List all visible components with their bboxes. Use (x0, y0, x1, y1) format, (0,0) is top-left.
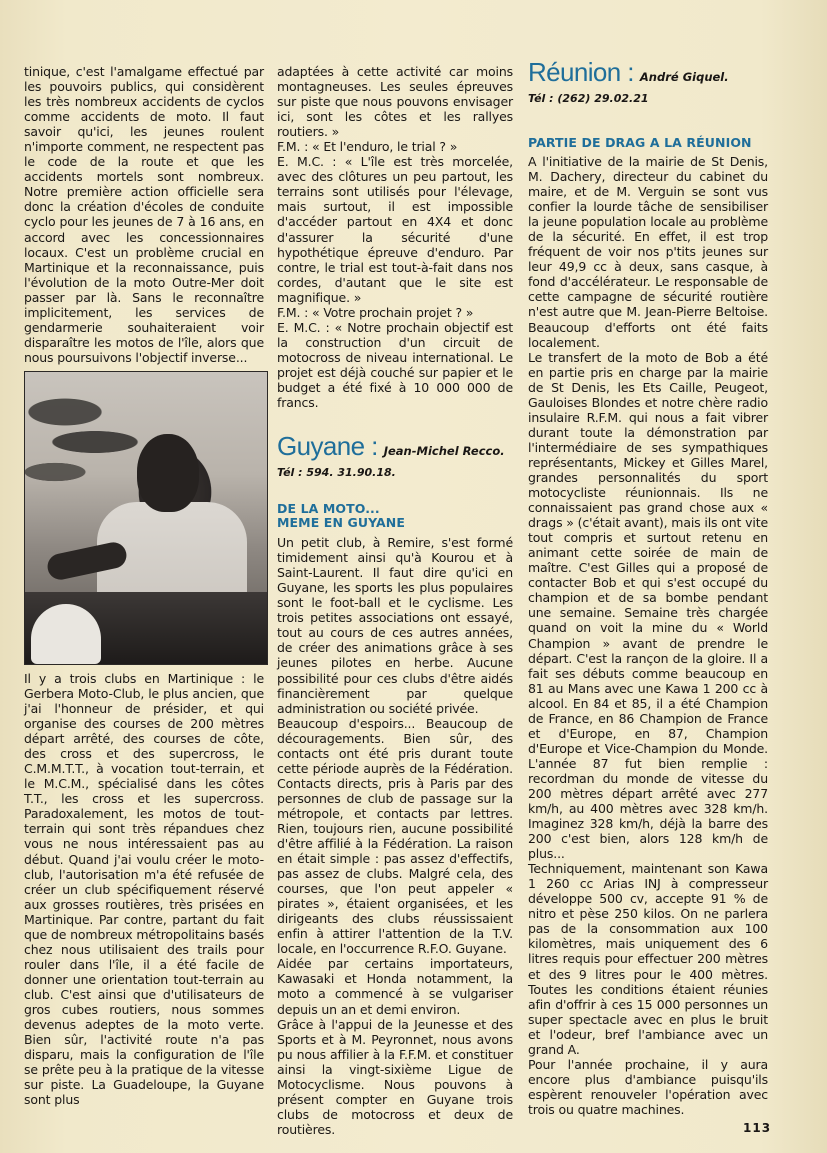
column-3 (528, 58, 768, 1117)
page-number: 113 (743, 1121, 772, 1135)
rider-photo (24, 371, 268, 665)
column-1-text-2 (24, 671, 264, 1107)
reunion-region-heading (528, 58, 768, 91)
reunion-author: André Giquel. (639, 70, 729, 84)
guyane-headline-line-2: MEME EN GUYANE (277, 515, 405, 531)
guyane-region-name: Guyane : (277, 431, 378, 462)
interview-question-1: F.M. : « Et l'enduro, le trial ? » (277, 139, 458, 155)
interview-question-2: F.M. : « Votre prochain projet ? » (277, 304, 474, 320)
reunion-paragraph-2: Le transfert de la moto de Bob a été en partie pris en charge par la mairie de St Denis, les Ets Caille, Peugeot, Gauloises Blondes et notre chère radio insulaire R.F.M. qui nous a fait vibrer durant toute la démonstration par l'intermédiaire de ses sympathiques représentants, Mickey et Gilles Marel, grandes personnalités du sport motocycliste réunionnais. Ils ne connaissaient pas grand chose aux « drags » (c'était avant), mais ils ont vite tout compris et surtout retenu en animant cette soirée de main de maître. C'est Gilles qui a proposé de contacter Bob et qui s'est occupé du champion et de sa bombe pendant une semaine. Semaine très chargée quand on voit la mine du « World Champion » avant de prendre le départ. C'est la rançon de la gloire. Il a fait ses débuts comme beaucoup en 81 au Mans avec une Kawa 1 200 cc à alcool. En 84 et 85, il a été Champion de France, en 86 Champion de France et d'Europe, en 87, Champion d'Europe et Vice-Champion du Monde. L'année 87 fut bien remplie : recordman du monde de vitesse du 200 mètres départ arrêté avec 277 km/h, au 400 mètres avec 328 km/h. Imaginez 328 km/h, déjà la barre des 200 c'est bien, alors 128 km/h de plus... (528, 349, 768, 862)
martinique-paragraph-2: Il y a trois clubs en Martinique : le Gerbera Moto-Club, le plus ancien, que j'ai l'honneur de présider, et qui organise des courses de 200 mètres départ arrêté, des courses de côte, des cross et des supercross, le C.M.M.T.T., à vocation tout-terrain, et le M.C.M., spécialisé dans les côtes T.T., les cross et les supercross. Paradoxalement, les motos de tout-terrain qui sont très répandues chez vous ne nous intéressaient pas au début. Quand j'ai voulu créer le moto-club, l'autorisation m'a été refusée de créer un club spécifiquement réservé aux grosses routières, très prisées en Martinique. Par contre, partant du fait que de nombreux métropolitains basés chez nous utilisaient des trails pour rouler dans l'île, il a été facile de donner une orientation tout-terrain au club. C'est ainsi que d'utilisateurs de gros cubes routiers, nous sommes devenus adeptes de la moto verte. Bien sûr, l'activité route n'a pas disparu, mais la configuration de l'île se prête peu à la pratique de la vitesse sur piste. La Guadeloupe, la Guyane sont plus (24, 670, 264, 1108)
interview-intro: adaptées à cette activité car moins montagneuses. Les seules épreuves sur piste que nous pouvons envisager ici, sont les côtes et les rallyes routiers. » (277, 64, 513, 140)
guyane-text (277, 535, 513, 1137)
interview-answer-2: E. M.C. : « Notre prochain objectif est la construction d'un circuit de motocross de niveau international. Le projet est déjà couché sur papier et le budget a été fixé à 10 000 000 de francs. (277, 319, 513, 411)
guyane-paragraph-3: Aidée par certains importateurs, Kawasaki et Honda notamment, la moto a commencé à se vulgariser depuis un an et demi environ. (277, 956, 513, 1017)
column-2 (277, 64, 513, 1137)
reunion-paragraph-4: Pour l'année prochaine, il y aura encore plus d'ambiance puisqu'ils espèrent renouveler l'opération avec trois ou quatre machines. (528, 1056, 768, 1117)
rider-head-shape (137, 434, 199, 512)
interview-text (277, 64, 513, 410)
reunion-text (528, 154, 768, 1117)
guyane-region-heading (277, 432, 513, 465)
reunion-phone: Tél : (262) 29.02.21 (528, 92, 649, 105)
column-1 (24, 64, 264, 1107)
guyane-phone: Tél : 594. 31.90.18. (277, 466, 396, 480)
guyane-headline-line-1: DE LA MOTO... (277, 501, 380, 517)
interview-answer-1: E. M.C. : « L'île est très morcelée, avec des clôtures un peu partout, les terrains sont utilisés pour l'élevage, mais surtout, il est impossible d'accéder partout en 4X4 et donc d'assurer la sécurité d'une hypothétique épreuve d'enduro. Par contre, le trial est tout-à-fait dans nos cordes, d'autant que le site est magnifique. » (277, 154, 513, 305)
martinique-paragraph-1: tinique, c'est l'amalgame effectué par les pouvoirs publics, qui considèrent les très nombreux accidents de cyclos comme accidents de moto. Il faut savoir qu'ici, les jeunes roulent n'importe comment, ne respectent pas le code de la route et que les accidents mortels sont nombreux. Notre première action officielle sera donc la création d'écoles de conduite cyclo pour les jeunes de 7 à 16 ans, en accord avec les concessionnaires locaux. C'est un problème crucial en Martinique et la reconnaissance, puis l'évolution de la moto Outre-Mer doit passer par là. Sans le reconnaître implicitement, les services de gendarmerie souhaiteraient voir disparaître les motos de l'île, alors que nous poursuivons l'objectif inverse... (24, 64, 264, 365)
guyane-paragraph-4: Grâce à l'appui de la Jeunesse et des Sports et à M. Peyronnet, nous avons pu nous affilier à la F.F.M. et constituer ainsi la vingt-sixième Ligue de Motocyclisme. Nous pouvons à présent compter en Guyane trois clubs de motocross et deux de routières. (277, 1016, 513, 1137)
reunion-region-name: Réunion : (528, 57, 634, 87)
guyane-author: Jean-Michel Recco. (383, 444, 505, 459)
reunion-paragraph-3: Techniquement, maintenant son Kawa 1 260 cc Arias INJ à compresseur développe 500 cv, accepte 91 % de nitro et pèse 250 kilos. On ne parlera pas de la consommation aux 100 kilomètres, mais uniquement des 6 litres requis pour effectuer 200 mètres et des 9 litres pour le 400 mètres. Toutes les conditions étaient réunies afin d'offrir à ces 15 000 personnes un super spectacle avec en plus le bruit et l'odeur, bref l'ambiance avec un grand A. (528, 861, 768, 1057)
guyane-paragraph-2: Beaucoup d'espoirs... Beaucoup de découragements. Bien sûr, des contacts ont été pris durant toute cette période auprès de la Fédération. Contacts directs, pris à Paris par des personnes de club de passage sur la métropole, et contacts par lettres. Rien, toujours rien, aucune possibilité d'être affilié à la Fédération. La raison en était simple : pas assez d'effectifs, pas assez de clubs. Malgré cela, des courses, que l'on peut appeler « pirates », étaient organisées, et les dirigeants des clubs réussissaient enfin à attirer l'attention de la T.V. locale, en l'occurrence R.F.O. Guyane. (277, 715, 513, 957)
reunion-headline: PARTIE DE DRAG A LA RÉUNION (528, 135, 752, 150)
column-1-text (24, 64, 264, 365)
reunion-paragraph-1: A l'initiative de la mairie de St Denis, M. Dachery, directeur du cabinet du maire, et de M. Verguin se sont vus confier la lourde tâche de sensibiliser la jeune population locale au problème de la sécurité. En effet, il est trop fréquent de voir nos p'tits jeunes sur leur 49,9 cc à deux, sans casque, à fond d'accélérateur. Le responsable de cette campagne de sécurité routière n'est autre que M. Jean-Pierre Beltoise. Beaucoup d'efforts ont été faits localement. (528, 154, 768, 350)
guyane-paragraph-1: Un petit club, à Remire, s'est formé timidement ainsi qu'à Kourou et à Saint-Laurent. Il faut dire qu'ici en Guyane, les sports les plus populaires sont le foot-ball et le cyclisme. Les trois petites associations ont essayé, tout au cours de ces autres années, de créer des animations grâce à ses jeunes pilotes en herbe. Aucune possibilité pour ces clubs d'être aidés financièrement par quelque administration ou société privée. (277, 535, 513, 716)
